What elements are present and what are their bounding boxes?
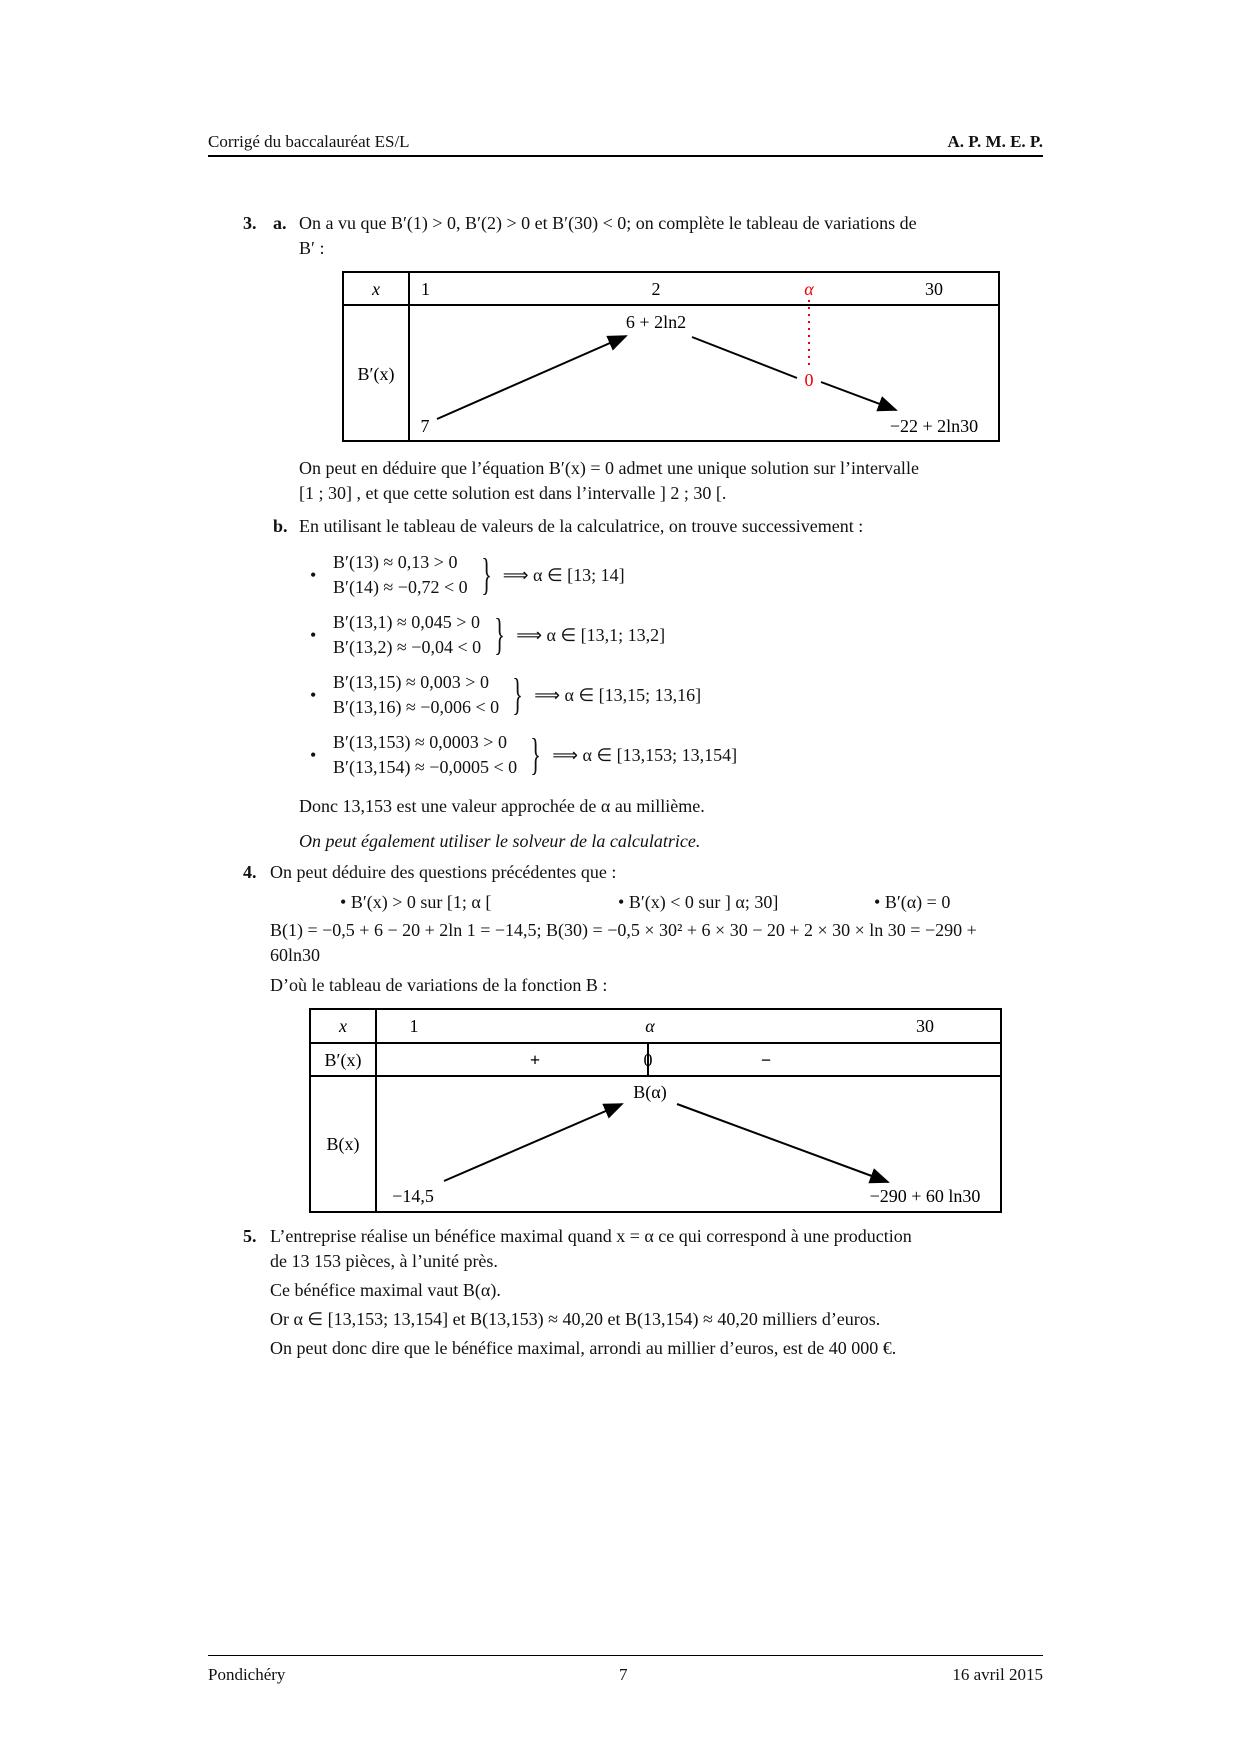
arrow-down-2 (821, 382, 896, 410)
step-item: • B′(13,153) ≈ 0,0003 > 0 B′(13,154) ≈ −0,0005 < 0 } ⟹ α ∈ [13,153; 13,154] (310, 730, 738, 779)
x-value: 1 (409, 1016, 419, 1036)
sign-zero: 0 (643, 1050, 653, 1070)
sign-minus: − (760, 1050, 772, 1070)
table-b (310, 1009, 1001, 1212)
step-item: • B′(13,1) ≈ 0,045 > 0 B′(13,2) ≈ −0,04 < 0 } ⟹ α ∈ [13,1; 13,2] (310, 610, 666, 659)
x-label: x (372, 279, 380, 299)
d-label: B′(x) (324, 1050, 362, 1070)
q4-bullet: • B′(x) > 0 sur [1; α [ (340, 892, 492, 912)
q5-line: de 13 153 pièces, à l’unité près. (270, 1251, 498, 1271)
header-right: A. P. M. E. P. (947, 132, 1043, 151)
footer-left: Pondichéry (208, 1665, 286, 1684)
x-value-alpha: α (645, 1016, 655, 1036)
page-number: 7 (619, 1665, 628, 1684)
footer-date: 16 avril 2015 (952, 1665, 1043, 1684)
step-line: B′(13,154) ≈ −0,0005 < 0 (333, 757, 518, 777)
q4-bullet: • B′(x) < 0 sur ] α; 30] (618, 892, 779, 912)
f-label: B′(x) (357, 364, 395, 384)
q3b-label: b. (273, 516, 288, 536)
brace: } (480, 550, 492, 599)
q3-number: 3. (243, 213, 257, 233)
q4-dou: D’où le tableau de variations de la fonction B : (270, 975, 608, 995)
step-result: ⟹ α ∈ [13,15; 13,16] (534, 684, 702, 705)
x-value: 2 (651, 279, 661, 299)
step-line: B′(13,2) ≈ −0,04 < 0 (333, 637, 482, 657)
step-line: B′(13,16) ≈ −0,006 < 0 (333, 697, 500, 717)
q4-bullet-text: B′(x) < 0 sur ] α; 30] (628, 892, 779, 912)
x-value: 30 (916, 1016, 934, 1036)
value-zero: 0 (804, 370, 814, 390)
q3b-solver-note: On peut également utiliser le solveur de la calculatrice. (299, 831, 701, 851)
brace: } (512, 670, 523, 719)
value-end: −290 + 60 ln30 (869, 1186, 981, 1206)
q4-bullet-text: B′(α) = 0 (884, 892, 951, 912)
footer-rule (208, 1655, 1043, 1656)
q5-line: Or α ∈ [13,153; 13,154] et B(13,153) ≈ 40,20 et B(13,154) ≈ 40,20 milliers d’euros. (270, 1309, 881, 1329)
f-label: B(x) (326, 1134, 360, 1154)
q4-calc-2: 60ln30 (270, 945, 321, 965)
q5-line: On peut donc dire que le bénéfice maximal, arrondi au millier d’euros, est de 40 000 €. (270, 1338, 897, 1358)
step-item: • B′(13,15) ≈ 0,003 > 0 B′(13,16) ≈ −0,006 < 0 } ⟹ α ∈ [13,15; 13,16] (310, 670, 702, 719)
q4-intro: On peut déduire des questions précédentes que : (270, 862, 617, 882)
value-end: −22 + 2ln30 (889, 416, 979, 436)
brace: } (530, 730, 541, 779)
sign-plus: + (529, 1050, 541, 1070)
q4-calc-1: B(1) = −0,5 + 6 − 20 + 2ln 1 = −14,5; B(30) = −0,5 × 30² + 6 × 30 − 20 + 2 × 30 × ln 30 = −290 + (270, 920, 977, 940)
step-line: B′(13,153) ≈ 0,0003 > 0 (333, 732, 507, 752)
arrow-down-1 (692, 337, 797, 378)
q3a-label: a. (273, 213, 287, 233)
value-start: −14,5 (392, 1186, 434, 1206)
x-value-alpha: α (804, 279, 814, 299)
q5-line: Ce bénéfice maximal vaut B(α). (270, 1280, 501, 1300)
brace: } (494, 610, 505, 659)
value-start: 7 (420, 416, 430, 436)
step-line: B′(13,15) ≈ 0,003 > 0 (333, 672, 489, 692)
step-line: B′(13) ≈ 0,13 > 0 (333, 552, 458, 572)
q3a-conclusion-2: [1 ; 30] , et que cette solution est dans l’intervalle ] 2 ; 30 [. (299, 483, 727, 503)
q3a-conclusion-1: On peut en déduire que l’équation B′(x) = 0 admet une unique solution sur l’intervalle (299, 458, 919, 478)
q3b-donc: Donc 13,153 est une valeur approchée de α au millième. (299, 796, 705, 816)
arrow-down (677, 1104, 888, 1182)
step-item: • B′(13) ≈ 0,13 > 0 B′(14) ≈ −0,72 < 0 } ⟹ α ∈ [13; 14] (310, 550, 625, 599)
step-result: ⟹ α ∈ [13,153; 13,154] (552, 744, 738, 765)
x-label: x (339, 1016, 347, 1036)
table-b-prime (343, 272, 999, 441)
q3a-text-1: On a vu que B′(1) > 0, B′(2) > 0 et B′(30) < 0; on complète le tableau de variations de (299, 213, 917, 233)
q3a-text-2: B′ : (299, 238, 325, 258)
x-value: 1 (421, 279, 430, 299)
q4-bullet-text: B′(x) > 0 sur [1; α [ (350, 892, 492, 912)
value-max: 6 + 2ln2 (625, 312, 687, 332)
q5-number: 5. (243, 1226, 257, 1246)
step-result: ⟹ α ∈ [13,1; 13,2] (516, 624, 666, 645)
arrow-up (444, 1104, 622, 1181)
step-line: B′(13,1) ≈ 0,045 > 0 (333, 612, 480, 632)
x-value: 30 (925, 279, 943, 299)
q4-number: 4. (243, 862, 257, 882)
value-max: B(α) (633, 1082, 667, 1102)
arrow-up (437, 336, 626, 419)
q3b-text: En utilisant le tableau de valeurs de la calculatrice, on trouve successivement : (299, 516, 864, 536)
step-line: B′(14) ≈ −0,72 < 0 (333, 577, 468, 597)
step-result: ⟹ α ∈ [13; 14] (502, 564, 625, 585)
q4-bullet: • B′(α) = 0 (874, 892, 951, 912)
q5-line: L’entreprise réalise un bénéfice maximal quand x = α ce qui correspond à une production (270, 1226, 912, 1246)
header-left: Corrigé du baccalauréat ES/L (208, 132, 410, 151)
